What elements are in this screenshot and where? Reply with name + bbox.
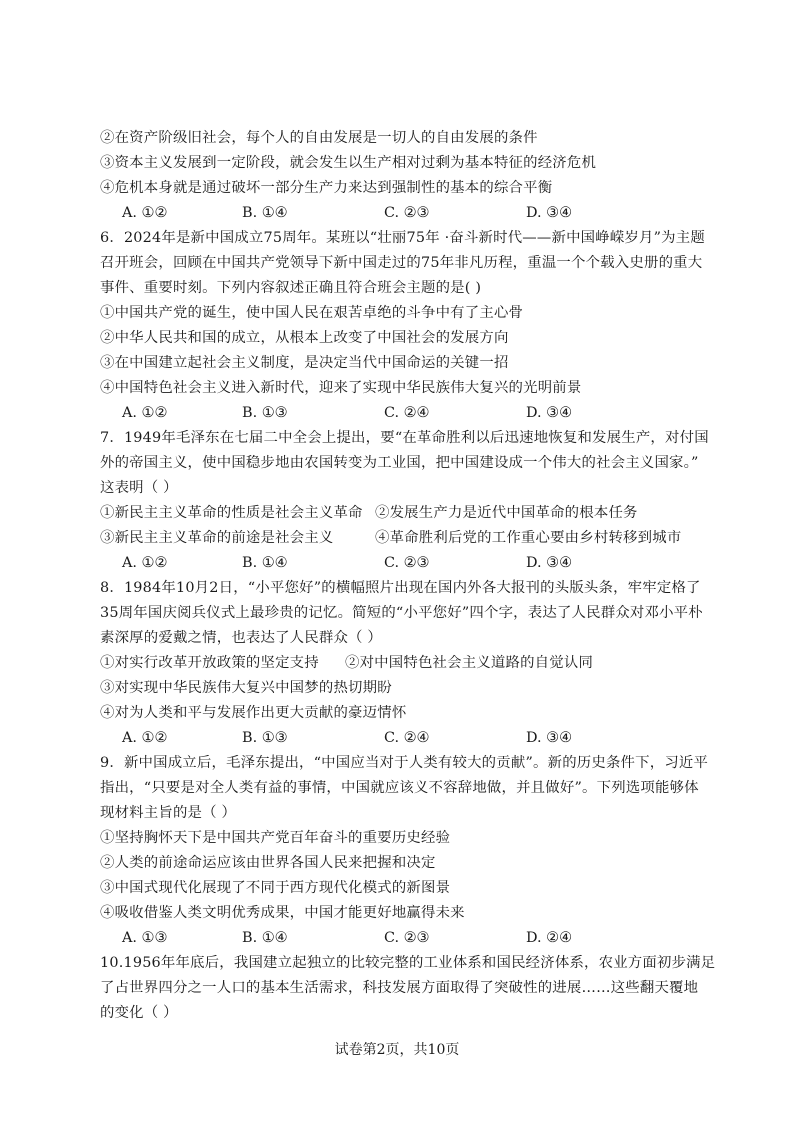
q7-item-2: ②发展生产力是近代中国革命的根本任务 (375, 505, 638, 521)
q8-option-d: D. ③④ (526, 730, 572, 746)
q9-option-a: A. ①③ (122, 930, 168, 946)
q6-item-4: ④中国特色社会主义进入新时代，迎来了实现中华民族伟大复兴的光明前景 (100, 380, 582, 396)
q8-option-a: A. ①② (122, 730, 168, 746)
q8-item-1: ①对实行改革开放政策的坚定支持 (100, 655, 319, 671)
q5-option-c: C. ②③ (384, 205, 430, 221)
q8-item-3: ③对实现中华民族伟大复兴中国梦的热切期盼 (100, 680, 392, 696)
q9-stem-line-1: 9．新中国成立后，毛泽东提出，“中国应当对于人类有较大的贡献”。新的历史条件下，习近平 (100, 755, 709, 771)
q6-stem-line-3: 事件、重要时刻。下列内容叙述正确且符合班会主题的是( ) (100, 280, 482, 296)
q6-item-3: ③在中国建立起社会主义制度，是决定当代中国命运的关键一招 (100, 355, 509, 371)
q6-options (122, 403, 742, 423)
q8-option-b: B. ①③ (242, 730, 288, 746)
q8-stem-line-2: 35周年国庆阅兵仪式上最珍贵的记忆。简短的“小平您好”四个字，表达了人民群众对邓小平朴 (100, 605, 703, 621)
q9-item-4: ④吸收借鉴人类文明优秀成果，中国才能更好地赢得未来 (100, 905, 465, 921)
page-footer: 试卷第2页，共10页 (334, 1042, 460, 1058)
q6-item-1: ①中国共产党的诞生，使中国人民在艰苦卓绝的斗争中有了主心骨 (100, 305, 524, 321)
q7-item-1: ①新民主主义革命的性质是社会主义革命 (100, 505, 363, 521)
q8-item-2: ②对中国特色社会主义道路的自觉认同 (345, 655, 594, 671)
q7-options (122, 553, 742, 573)
q9-item-3: ③中国式现代化展现了不同于西方现代化模式的新图景 (100, 880, 451, 896)
q5-option-b: B. ①④ (242, 205, 288, 221)
q6-item-2: ②中华人民共和国的成立，从根本上改变了中国社会的发展方向 (100, 330, 509, 346)
q5-options (122, 203, 742, 223)
q8-stem-line-3: 素深厚的爱戴之情，也表达了人民群众（ ） (100, 630, 382, 646)
q5-item-3: ③资本主义发展到一定阶段，就会发生以生产相对过剩为基本特征的经济危机 (100, 155, 597, 171)
q7-item-4: ④革命胜利后党的工作重心要由乡村转移到城市 (375, 530, 682, 546)
q8-option-c: C. ②④ (384, 730, 430, 746)
q8-options (122, 728, 742, 748)
q6-option-d: D. ③④ (526, 405, 572, 421)
q9-options (122, 928, 742, 948)
q9-item-1: ①坚持胸怀天下是中国共产党百年奋斗的重要历史经验 (100, 830, 451, 846)
q6-option-a: A. ①② (122, 405, 168, 421)
q7-option-d: D. ③④ (526, 555, 572, 571)
q6-option-b: B. ①③ (242, 405, 288, 421)
q7-item-3: ③新民主主义革命的前途是社会主义 (100, 530, 334, 546)
q5-item-2: ②在资产阶级旧社会，每个人的自由发展是一切人的自由发展的条件 (100, 130, 538, 146)
q7-stem-line-2: 外的帝国主义，使中国稳步地由农国转变为工业国，把中国建设成一个伟大的社会主义国家。” (100, 455, 699, 471)
q6-stem-line-2: 召开班会，回顾在中国共产党领导下新中国走过的75年非凡历程，重温一个个载入史册的重大 (100, 255, 703, 271)
q5-option-a: A. ①② (122, 205, 168, 221)
q10-stem-line-3: 的变化（ ） (100, 1005, 178, 1021)
q7-option-a: A. ①② (122, 555, 168, 571)
q9-option-d: D. ②④ (526, 930, 572, 946)
q8-stem-line-1: 8．1984年10月2日，“小平您好”的横幅照片出现在国内外各大报刊的头版头条，牢牢定格了 (100, 580, 701, 596)
q7-option-c: C. ②③ (384, 555, 430, 571)
q9-option-c: C. ②③ (384, 930, 430, 946)
q6-option-c: C. ②④ (384, 405, 430, 421)
q6-stem-line-1: 6．2024年是新中国成立75周年。某班以“壮丽75年 ·奋斗新时代——新中国峥嵘岁月”为主题 (100, 230, 705, 246)
q5-option-d: D. ③④ (526, 205, 572, 221)
q10-stem-line-2: 了占世界四分之一人口的基本生活需求，科技发展方面取得了突破性的进展……这些翻天覆地 (100, 980, 699, 996)
q9-option-b: B. ①④ (242, 930, 288, 946)
q10-stem-line-1: 10.1956年年底后，我国建立起独立的比较完整的工业体系和国民经济体系，农业方面初步满足 (100, 955, 716, 971)
q5-item-4: ④危机本身就是通过破坏一部分生产力来达到强制性的基本的综合平衡 (100, 180, 553, 196)
q9-item-2: ②人类的前途命运应该由世界各国人民来把握和决定 (100, 855, 436, 871)
q9-stem-line-3: 现材料主旨的是（ ） (100, 805, 237, 821)
q7-stem-line-3: 这表明（ ） (100, 480, 178, 496)
q8-item-4: ④对为人类和平与发展作出更大贡献的豪迈情怀 (100, 705, 407, 721)
q7-option-b: B. ①④ (242, 555, 288, 571)
q9-stem-line-2: 指出，“只要是对全人类有益的事情，中国就应该义不容辞地做，并且做好”。下列选项能够体 (100, 780, 699, 796)
q7-stem-line-1: 7．1949年毛泽东在七届二中全会上提出，要“在革命胜利以后迅速地恢复和发展生产，对付国 (100, 430, 709, 446)
